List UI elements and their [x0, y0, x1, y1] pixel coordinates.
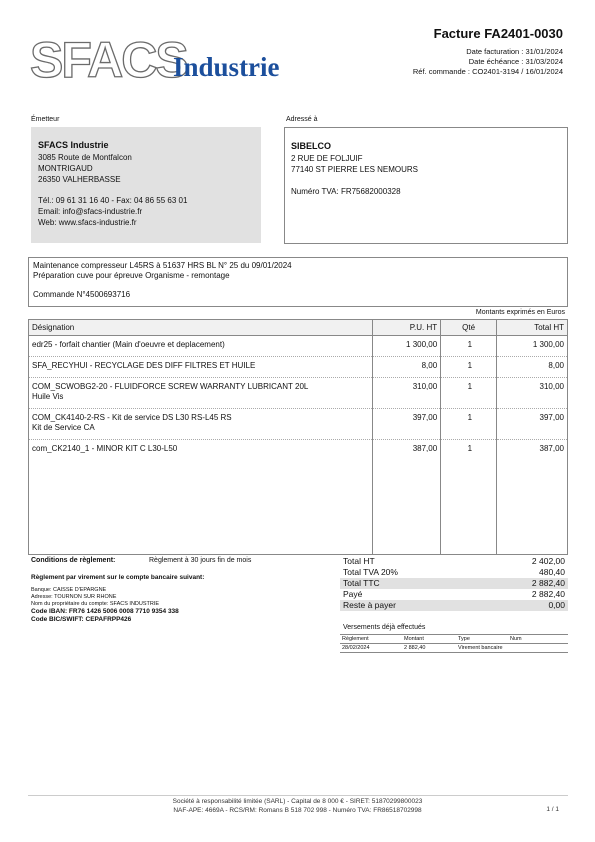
emetteur-web: Web: www.sfacs-industrie.fr	[38, 218, 137, 227]
table-row	[29, 378, 568, 409]
footer-divider	[28, 795, 568, 796]
table-row	[29, 336, 568, 357]
total-label: Reste à payer	[340, 600, 479, 611]
row-pu: 310,00	[373, 378, 441, 409]
emetteur-address1: 3085 Route de Montfalcon	[38, 153, 132, 162]
payment-conditions	[31, 557, 311, 564]
versements-col-montant: Montant	[402, 635, 456, 644]
table-row	[29, 440, 568, 555]
emetteur-address3: 26350 VALHERBASSE	[38, 175, 121, 184]
row-pu: 1 300,00	[373, 336, 441, 357]
table-header-row	[29, 320, 568, 336]
row-pu: 387,00	[373, 440, 441, 555]
versements-table	[340, 634, 568, 653]
invoice-title: Facture FA2401-0030	[433, 26, 563, 41]
destinataire-address1: 2 RUE DE FOLJUIF	[291, 154, 363, 163]
date-echeance: Date échéance : 31/03/2024	[468, 57, 563, 66]
remaining-row	[340, 600, 568, 611]
total-value: 2 882,40	[479, 578, 568, 589]
description-line2: Préparation cuve pour épreuve Organisme - remontage	[33, 271, 230, 280]
page-number: 1 / 1	[546, 806, 559, 813]
invoice-lines-table	[28, 319, 568, 555]
destinataire-tva: Numéro TVA: FR75682000328	[291, 187, 401, 196]
emetteur-email: Email: info@sfacs-industrie.fr	[38, 207, 143, 216]
paid-row	[340, 589, 568, 600]
col-designation: Désignation	[29, 320, 373, 336]
destinataire-box	[284, 127, 568, 244]
versements-col-num: Num	[508, 635, 568, 644]
legal-footer	[0, 797, 595, 815]
virement-title: Règlement par virement sur le compte bancaire suivant:	[31, 574, 205, 581]
emetteur-box	[31, 127, 261, 243]
totals-table	[340, 556, 568, 611]
row-qty: 1	[441, 378, 497, 409]
versements-col-reglement: Règlement	[340, 635, 402, 644]
versements-title: Versements déjà effectués	[343, 624, 426, 631]
bank-iban: Code IBAN: FR76 1426 5006 0008 7710 9354 338	[31, 608, 179, 615]
versement-date: 28/02/2024	[340, 644, 402, 653]
row-pu: 8,00	[373, 357, 441, 378]
emetteur-address2: MONTRIGAUD	[38, 164, 93, 173]
destinataire-name: SIBELCO	[291, 141, 332, 151]
montants-note: Montants exprimés en Euros	[475, 309, 565, 316]
table-row	[29, 357, 568, 378]
company-logo	[30, 32, 290, 88]
total-value: 2 882,40	[531, 589, 565, 599]
destinataire-address2: 77140 ST PIERRE LES NEMOURS	[291, 165, 419, 174]
total-value: 480,40	[539, 567, 565, 577]
table-row	[29, 409, 568, 440]
row-total: 310,00	[497, 378, 568, 409]
description-box	[28, 257, 568, 307]
emetteur-phone: Tél.: 09 61 31 16 40 - Fax: 04 86 55 63 01	[38, 196, 188, 205]
col-qty: Qté	[441, 320, 497, 336]
total-ttc-row	[340, 578, 568, 589]
bank-name: Banque: CAISSE D'EPARGNE	[31, 587, 107, 593]
row-designation: edr25 - forfait chantier (Main d'oeuvre et deplacement)	[32, 340, 225, 349]
row-designation: SFA_RECYHUI - RECYCLAGE DES DIFF FILTRES ET HUILE	[32, 361, 256, 370]
bank-details	[31, 587, 179, 624]
row-total: 8,00	[497, 357, 568, 378]
description-line3: Commande N°4500693716	[33, 290, 131, 299]
row-qty: 1	[441, 409, 497, 440]
versement-amount: 2 882,40	[402, 644, 456, 653]
destinataire-label: Adressé à	[286, 116, 318, 123]
emetteur-label: Émetteur	[31, 116, 60, 123]
bank-address: Adresse: TOURNON SUR RHONE	[31, 594, 117, 600]
row-subtitle: Kit de Service CA	[32, 423, 95, 432]
versement-type: Virement bancaire	[456, 644, 508, 653]
description-line1: Maintenance compresseur L45RS à 51637 HRS BL N° 25 du 09/01/2024	[33, 261, 292, 270]
bank-owner: Nom du propriétaire du compte: SFACS INDUSTRIE	[31, 601, 160, 607]
row-designation: com_CK2140_1 - MINOR KIT C L30-L50	[32, 444, 178, 453]
row-total: 1 300,00	[497, 336, 568, 357]
col-total: Total HT	[497, 320, 568, 336]
versements-col-type: Type	[456, 635, 508, 644]
row-total: 387,00	[497, 440, 568, 555]
ref-commande: Réf. commande : CO2401-3194 / 16/01/2024	[412, 67, 563, 76]
total-label: Payé	[343, 589, 363, 599]
footer-line2: NAF-APE: 4669A - RCS/RM: Romans B 518 702 998 - Numéro TVA: FR86518702998	[173, 807, 422, 814]
row-pu: 397,00	[373, 409, 441, 440]
col-pu: P.U. HT	[373, 320, 441, 336]
total-label: Total TVA 20%	[343, 567, 398, 577]
row-subtitle: Huile Vis	[32, 392, 64, 401]
conditions-label: Conditions de règlement:	[31, 557, 116, 564]
row-qty: 1	[441, 336, 497, 357]
row-total: 397,00	[497, 409, 568, 440]
bank-bic: Code BIC/SWIFT: CEPAFRPP426	[31, 616, 132, 623]
total-label: Total HT	[343, 556, 375, 566]
row-qty: 1	[441, 440, 497, 555]
row-designation: COM_CK4140-2-RS - Kit de service DS L30 RS-L45 RS	[32, 413, 232, 422]
conditions-value: Règlement à 30 jours fin de mois	[149, 557, 252, 564]
total-tva-row	[340, 567, 568, 578]
total-label: Total TTC	[340, 578, 479, 589]
emetteur-name: SFACS Industrie	[38, 140, 109, 150]
total-value: 0,00	[479, 600, 568, 611]
total-ht-row	[340, 556, 568, 567]
row-qty: 1	[441, 357, 497, 378]
versements-header-row	[340, 635, 568, 644]
versement-num	[508, 644, 568, 653]
row-designation: COM_SCWOBG2-20 - FLUIDFORCE SCREW WARRANTY LUBRICANT 20L	[32, 382, 309, 391]
date-facturation: Date facturation : 31/01/2024	[466, 47, 563, 56]
footer-line1: Société à responsabilité limitée (SARL) - Capital de 8 000 € - SIRET: 51870299800023	[172, 798, 423, 805]
total-value: 2 402,00	[531, 556, 565, 566]
logo-sfacs-text: SFACS	[30, 32, 187, 88]
invoice-meta	[413, 47, 563, 77]
logo-industrie-text: Industrie	[173, 52, 280, 82]
versements-row	[340, 644, 568, 653]
